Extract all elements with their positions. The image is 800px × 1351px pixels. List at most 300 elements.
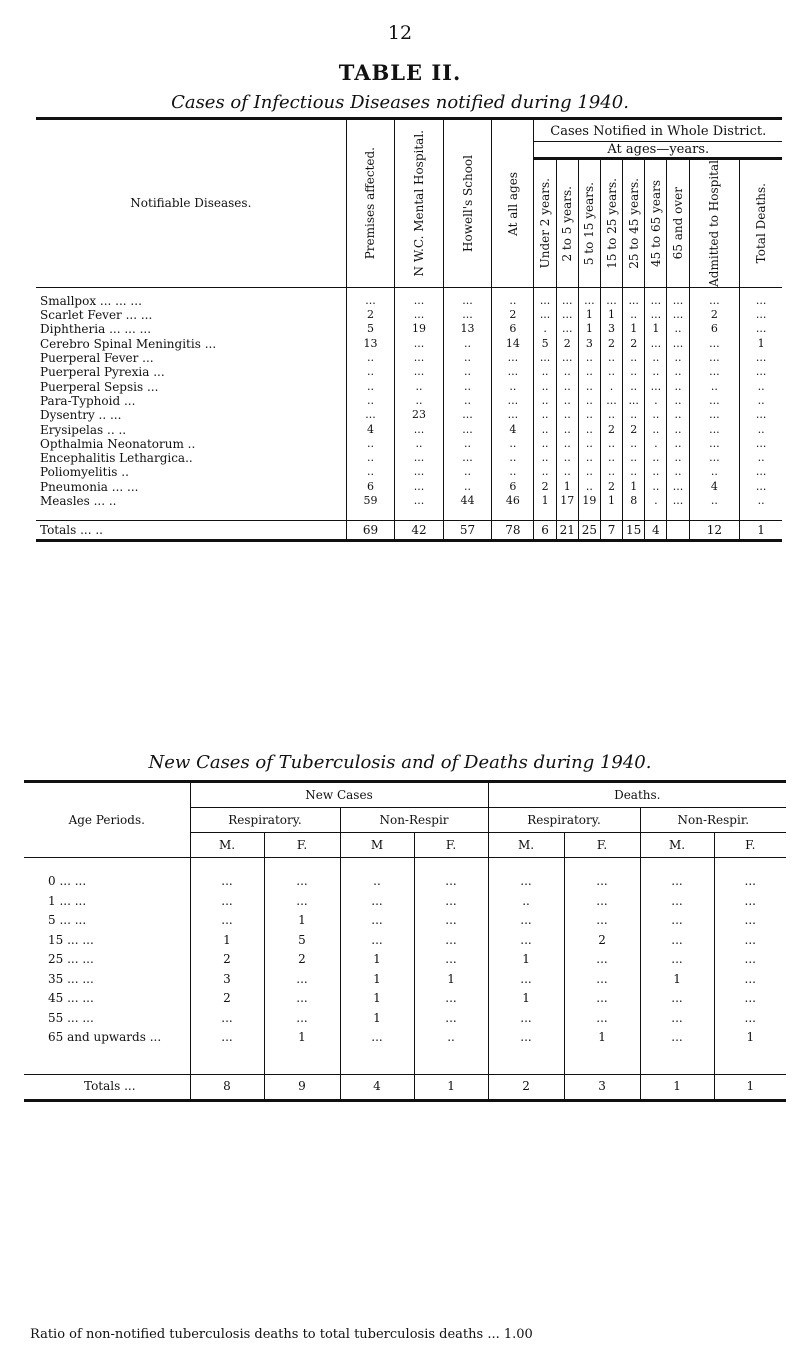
age-period: 5 ... ...	[48, 913, 87, 927]
table-cell: ...	[714, 989, 786, 1009]
infectious-diseases-table	[36, 117, 782, 542]
table-cell: 21	[556, 521, 578, 541]
table-cell: ..	[414, 1028, 488, 1048]
table-cell: ...	[564, 950, 640, 970]
table-cell: ...	[740, 408, 782, 422]
table-row	[24, 911, 786, 931]
spacer-row	[36, 508, 782, 521]
age-period: 65 and upwards ...	[48, 1030, 162, 1044]
table-cell: 15	[623, 521, 645, 541]
age-period: 1 ... ...	[48, 893, 87, 908]
table-cell: ..	[740, 394, 782, 408]
table-cell: ...	[714, 1009, 786, 1029]
table-cell: 8	[190, 1074, 264, 1100]
table-cell: ...	[395, 365, 444, 379]
table-row	[24, 892, 786, 912]
table-cell: ...	[190, 892, 264, 912]
table-cell: ...	[340, 911, 414, 931]
col-admitted-hospital: Admitted to Hospital	[689, 159, 740, 288]
table-cell: .	[534, 322, 556, 336]
table-cell: ...	[534, 308, 556, 322]
table-cell: ..	[443, 437, 492, 451]
disease-name: Puerperal Pyrexia ...	[40, 365, 165, 380]
table-cell: 1	[340, 989, 414, 1009]
table-cell: 1	[190, 931, 264, 951]
table-cell: 14	[492, 337, 534, 351]
table-cell: ..	[556, 408, 578, 422]
table-cell: 46	[492, 494, 534, 508]
table-cell: ...	[640, 892, 714, 912]
table-cell: 3	[578, 337, 600, 351]
table-cell: 1	[340, 950, 414, 970]
table-cell	[667, 521, 689, 541]
table-cell: 13	[346, 337, 395, 351]
table-cell: ..	[667, 408, 689, 422]
table-cell: ..	[492, 287, 534, 308]
table-cell: 6	[492, 480, 534, 494]
table-cell: 7	[600, 521, 622, 541]
table-cell: ...	[414, 872, 488, 892]
totals-row	[24, 1074, 786, 1100]
table-cell: 59	[346, 494, 395, 508]
table-cell: ...	[564, 872, 640, 892]
table-title: TABLE II.	[338, 60, 462, 85]
table-cell: ...	[492, 394, 534, 408]
table-row	[36, 437, 782, 451]
table-cell: ...	[640, 1028, 714, 1048]
table-cell: 4	[492, 423, 534, 437]
table-cell: ..	[534, 423, 556, 437]
sub-deaths-respiratory: Respiratory.	[488, 808, 640, 833]
table-cell: ...	[492, 365, 534, 379]
table-cell: 1	[264, 1028, 340, 1048]
table-cell: ...	[443, 308, 492, 322]
table-cell: ...	[689, 287, 740, 308]
table-cell: ...	[640, 1009, 714, 1029]
table-cell: .	[645, 494, 667, 508]
table-cell: ...	[346, 287, 395, 308]
table-cell: ...	[556, 287, 578, 308]
table-cell: ...	[395, 287, 444, 308]
table-row	[24, 872, 786, 892]
table-cell: ..	[645, 423, 667, 437]
table-row	[24, 989, 786, 1009]
table-cell: 1	[623, 322, 645, 336]
table-cell: ...	[488, 911, 564, 931]
age-period: 15 ... ...	[48, 932, 94, 947]
table-cell: 2	[600, 423, 622, 437]
table-cell: 3	[600, 322, 622, 336]
table-cell: ..	[492, 465, 534, 479]
disease-name: Pneumonia ... ...	[40, 479, 139, 494]
table-cell: 1	[414, 970, 488, 990]
table-cell: 2	[600, 480, 622, 494]
table-cell: ...	[689, 337, 740, 351]
table-cell: ...	[645, 308, 667, 322]
table-cell: 2	[600, 337, 622, 351]
table-cell: ..	[578, 380, 600, 394]
age-period: 45 ... ...	[48, 991, 94, 1005]
table-cell: ..	[623, 365, 645, 379]
table-cell: ...	[340, 931, 414, 951]
table-cell: ..	[340, 872, 414, 892]
table-cell: ...	[443, 423, 492, 437]
table-cell: ..	[600, 408, 622, 422]
table-cell: ...	[492, 408, 534, 422]
tuberculosis-table	[24, 780, 786, 1102]
table-cell: ..	[534, 408, 556, 422]
table-cell: ...	[640, 989, 714, 1009]
table-cell: ..	[395, 380, 444, 394]
table-cell: ..	[395, 394, 444, 408]
table-cell: 69	[346, 521, 395, 541]
table-cell: ...	[556, 308, 578, 322]
table-cell: ..	[556, 380, 578, 394]
table-cell: ..	[443, 351, 492, 365]
table-cell: 1	[600, 494, 622, 508]
table-cell: ...	[443, 451, 492, 465]
table-cell: ...	[623, 394, 645, 408]
table-cell: ...	[395, 337, 444, 351]
table-cell: ..	[534, 365, 556, 379]
table-cell: 17	[556, 494, 578, 508]
col-total-deaths: Total Deaths.	[740, 159, 782, 288]
table-cell: ..	[667, 465, 689, 479]
table-cell: ...	[640, 911, 714, 931]
table-cell: ..	[600, 437, 622, 451]
table-cell: 2	[689, 308, 740, 322]
table-cell: 2	[623, 423, 645, 437]
table-cell: ..	[556, 365, 578, 379]
table-cell: ..	[667, 380, 689, 394]
table-cell: ...	[264, 872, 340, 892]
table-cell: ...	[645, 380, 667, 394]
table-cell: ...	[640, 931, 714, 951]
table-row	[36, 480, 782, 494]
table-cell: 2	[346, 308, 395, 322]
table-cell: ..	[623, 451, 645, 465]
table-cell: ..	[492, 437, 534, 451]
table-cell: ..	[623, 408, 645, 422]
table-cell: .	[600, 380, 622, 394]
sex-header: F.	[564, 833, 640, 858]
table-cell: 3	[190, 970, 264, 990]
table-row	[36, 394, 782, 408]
disease-name: Opthalmia Neonatorum ..	[40, 436, 196, 451]
col-age-45-65: 45 to 65 years	[645, 159, 667, 288]
table-cell: ..	[667, 423, 689, 437]
table-cell: ...	[640, 872, 714, 892]
table-row	[36, 337, 782, 351]
col-age-periods: Age Periods.	[24, 782, 190, 858]
table-row	[24, 970, 786, 990]
table-cell: ...	[556, 351, 578, 365]
table-row	[36, 287, 782, 308]
table-row	[36, 380, 782, 394]
table-cell: ...	[714, 950, 786, 970]
table-cell: ..	[645, 480, 667, 494]
table-cell: 1	[740, 337, 782, 351]
table-row	[36, 308, 782, 322]
sex-header: M	[340, 833, 414, 858]
sex-header: M.	[640, 833, 714, 858]
col-age-under-2: Under 2 years.	[534, 159, 556, 288]
table-cell: 1	[564, 1028, 640, 1048]
table-cell: 2	[623, 337, 645, 351]
table-cell: ..	[443, 365, 492, 379]
table-cell: ..	[534, 437, 556, 451]
table-cell: ..	[346, 394, 395, 408]
table-cell: ..	[689, 494, 740, 508]
table-cell: ..	[346, 437, 395, 451]
table-cell: ..	[645, 451, 667, 465]
sub-new-non-respir: Non-Respir	[340, 808, 488, 833]
disease-name: Erysipelas .. ..	[40, 422, 127, 437]
table-cell: ...	[395, 308, 444, 322]
table-cell: ..	[556, 394, 578, 408]
sex-header: M.	[190, 833, 264, 858]
table-cell: ...	[190, 872, 264, 892]
table-cell: ...	[623, 287, 645, 308]
table-cell: ...	[667, 337, 689, 351]
disease-name: Dysentry .. ...	[40, 408, 122, 423]
col-premises: Premises affected.	[346, 119, 395, 288]
table-cell: ...	[264, 989, 340, 1009]
table-cell: ...	[395, 480, 444, 494]
page-number: 12	[387, 22, 413, 44]
col-age-65-over: 65 and over	[667, 159, 689, 288]
table-cell: ...	[564, 911, 640, 931]
table-cell: ...	[689, 423, 740, 437]
table-cell: ...	[488, 931, 564, 951]
table-row	[24, 1028, 786, 1048]
table-cell: ..	[623, 437, 645, 451]
table-cell: ..	[667, 365, 689, 379]
ratio-note: Ratio of non-notified tuberculosis deaths to total tuberculosis deaths ... 1.00	[30, 1327, 533, 1342]
table-cell: .	[645, 437, 667, 451]
table-cell: ...	[564, 1009, 640, 1029]
table-cell: ..	[534, 451, 556, 465]
table-cell: 2	[556, 337, 578, 351]
sex-header: F.	[264, 833, 340, 858]
table-cell: ..	[740, 423, 782, 437]
table-cell: ...	[395, 465, 444, 479]
table-cell: ...	[689, 408, 740, 422]
table-cell: 3	[564, 1074, 640, 1100]
table-cell: ...	[414, 892, 488, 912]
table-row	[36, 465, 782, 479]
table-cell: ..	[667, 351, 689, 365]
table-cell: ..	[578, 408, 600, 422]
table-cell: 1	[645, 322, 667, 336]
table-cell: 1	[414, 1074, 488, 1100]
table-cell: 1	[340, 970, 414, 990]
table-cell: 23	[395, 408, 444, 422]
table-cell: ...	[488, 872, 564, 892]
table-cell: ...	[714, 911, 786, 931]
table-cell: ...	[740, 437, 782, 451]
table-cell: ...	[488, 970, 564, 990]
table-cell: ..	[578, 465, 600, 479]
table-cell: 2	[564, 931, 640, 951]
table-cell: ..	[395, 437, 444, 451]
group-new-cases: New Cases	[190, 782, 488, 808]
table-cell: ...	[443, 408, 492, 422]
table-cell: ...	[640, 950, 714, 970]
table-row	[24, 950, 786, 970]
disease-name: Totals ... ..	[36, 521, 346, 541]
table-cell: ..	[740, 380, 782, 394]
col-age-2-5: 2 to 5 years.	[556, 159, 578, 288]
table-cell: ...	[740, 351, 782, 365]
table-cell: ...	[740, 480, 782, 494]
table-cell: ..	[443, 380, 492, 394]
age-period: 0 ... ...	[48, 874, 87, 888]
table-row	[36, 365, 782, 379]
table-cell: ...	[667, 308, 689, 322]
table-cell: ...	[264, 970, 340, 990]
group-cases-notified: Cases Notified in Whole District.	[534, 119, 782, 142]
table-cell: ...	[556, 322, 578, 336]
col-nwc-hospital: N W.C. Mental Hospital.	[395, 119, 444, 288]
table-cell: 1	[578, 308, 600, 322]
table-cell: 2	[190, 989, 264, 1009]
table-cell: ..	[534, 380, 556, 394]
table-cell: ...	[740, 322, 782, 336]
table-cell: ...	[645, 287, 667, 308]
disease-name: Puerperal Sepsis ...	[40, 379, 159, 394]
table-cell: 1	[556, 480, 578, 494]
table-cell: ...	[443, 287, 492, 308]
table-cell: 5	[264, 931, 340, 951]
table-cell: ...	[492, 351, 534, 365]
disease-name: Encephalitis Lethargica..	[40, 451, 193, 466]
age-period: 35 ... ...	[48, 971, 94, 986]
table-cell: ..	[600, 365, 622, 379]
table-cell: 1	[600, 308, 622, 322]
table-cell: 19	[395, 322, 444, 336]
age-period: 25 ... ...	[48, 952, 94, 966]
table-cell: ...	[600, 287, 622, 308]
table-cell: 4	[346, 423, 395, 437]
disease-name: Puerperal Fever ...	[40, 351, 154, 366]
sub-new-respiratory: Respiratory.	[190, 808, 340, 833]
table-row	[36, 451, 782, 465]
table-cell: 78	[492, 521, 534, 541]
table-cell: ..	[578, 437, 600, 451]
table-cell: ..	[740, 451, 782, 465]
table-cell: ..	[645, 351, 667, 365]
table-cell: 2	[492, 308, 534, 322]
table-cell: ...	[689, 451, 740, 465]
table-cell: ..	[534, 394, 556, 408]
table-cell: ...	[264, 892, 340, 912]
table-cell: ...	[667, 494, 689, 508]
disease-name: Measles ... ..	[40, 494, 117, 509]
sex-header: F.	[714, 833, 786, 858]
table-cell: ..	[346, 451, 395, 465]
table-cell: ...	[714, 872, 786, 892]
table-cell: 1	[578, 322, 600, 336]
col-age-5-15: 5 to 15 years.	[578, 159, 600, 288]
table-cell: ..	[600, 465, 622, 479]
disease-name: Smallpox ... ... ...	[40, 293, 142, 308]
table-cell: ...	[714, 970, 786, 990]
table-cell: 42	[395, 521, 444, 541]
table-cell: ...	[190, 911, 264, 931]
group-at-ages: At ages—years.	[534, 142, 782, 159]
table-cell: ...	[740, 308, 782, 322]
table-cell: 12	[689, 521, 740, 541]
table-cell: ..	[667, 437, 689, 451]
table-cell: ..	[488, 892, 564, 912]
table-cell: ...	[689, 351, 740, 365]
sub-deaths-non-respir: Non-Respir.	[640, 808, 786, 833]
table-cell: 6	[534, 521, 556, 541]
table-cell: ..	[556, 465, 578, 479]
table-cell: .	[645, 394, 667, 408]
table-cell: ...	[488, 1028, 564, 1048]
table-cell: ...	[534, 287, 556, 308]
totals-row	[36, 521, 782, 541]
table-row	[24, 1009, 786, 1029]
disease-name: Poliomyelitis ..	[40, 465, 129, 480]
table-cell: 4	[340, 1074, 414, 1100]
table-cell: ...	[564, 989, 640, 1009]
sex-header: F.	[414, 833, 488, 858]
age-period: 55 ... ...	[48, 1010, 94, 1025]
col-age-25-45: 25 to 45 years.	[623, 159, 645, 288]
table-cell: ...	[600, 394, 622, 408]
col-notifiable: Notifiable Diseases.	[36, 119, 346, 288]
table-cell: ..	[689, 380, 740, 394]
table-cell: 9	[264, 1074, 340, 1100]
table-cell: ...	[689, 437, 740, 451]
sex-header: M.	[488, 833, 564, 858]
table-subtitle: Cases of Infectious Diseases notified during 1940.	[171, 92, 629, 113]
table-cell: ..	[492, 380, 534, 394]
group-deaths: Deaths.	[488, 782, 786, 808]
disease-name: Diphtheria ... ... ...	[40, 322, 152, 337]
table-row	[36, 351, 782, 365]
table-cell: 19	[578, 494, 600, 508]
table-cell: ...	[667, 287, 689, 308]
table-cell: ..	[578, 394, 600, 408]
table-cell: ...	[488, 1009, 564, 1029]
table-cell: 2	[190, 950, 264, 970]
table-cell: ..	[346, 365, 395, 379]
table-cell: ...	[264, 1009, 340, 1029]
table-cell: ...	[645, 337, 667, 351]
table-cell: ..	[667, 394, 689, 408]
table-cell: ...	[667, 480, 689, 494]
col-all-ages: At all ages	[492, 119, 534, 288]
table-cell: 6	[492, 322, 534, 336]
table-cell: ..	[346, 380, 395, 394]
table-cell: ...	[395, 423, 444, 437]
table-row	[24, 931, 786, 951]
disease-name: Para-Typhoid ...	[40, 393, 136, 408]
table-cell: 5	[346, 322, 395, 336]
col-age-15-25: 15 to 25 years.	[600, 159, 622, 288]
table-cell: 13	[443, 322, 492, 336]
table-cell: 1	[640, 970, 714, 990]
table-cell: 1	[740, 521, 782, 541]
table-cell: 1	[340, 1009, 414, 1029]
table-cell: ...	[578, 287, 600, 308]
table-cell: ..	[667, 451, 689, 465]
table-cell: ..	[578, 480, 600, 494]
